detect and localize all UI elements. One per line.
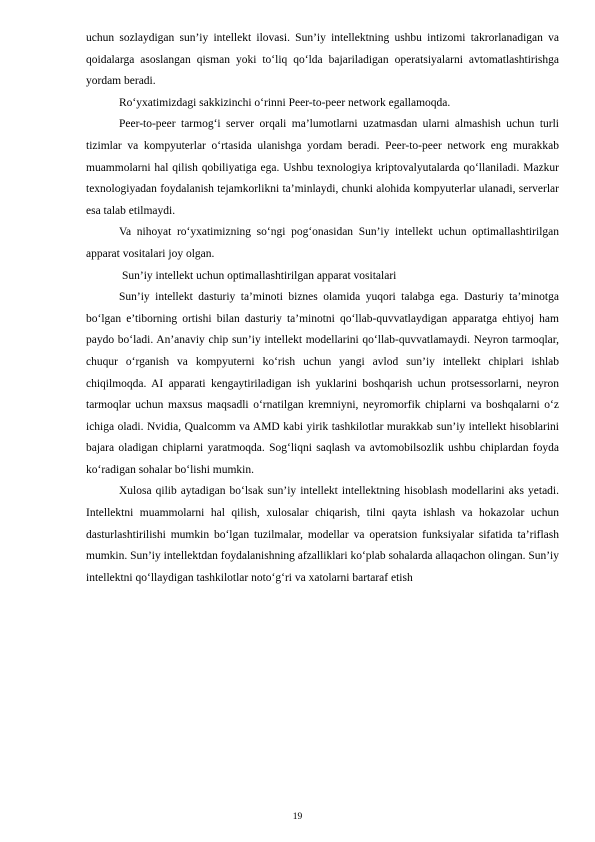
page-body bbox=[86, 28, 559, 589]
paragraph-eighth-place: Ro‘yxatimizdagi sakkizinchi o‘rinni Peer-to-peer network egallamoqda. bbox=[119, 96, 451, 109]
paragraph-last-place: Va nihoyat ro‘yxatimizning so‘ngi pog‘onasidan Sun’iy intellekt uchun optimallashtirilgan apparat vositalari joy olgan. bbox=[86, 226, 559, 260]
section-heading: Sun’iy intellekt uchun optimallashtirilgan apparat vositalari bbox=[122, 269, 397, 282]
page-number: 19 bbox=[292, 812, 303, 822]
paragraph-ai-hardware: Sun’iy intellekt dasturiy ta’minoti biznes olamida yuqori talabga ega. Dasturiy ta’minotga bo‘lgan e’tiborning ortishi bilan dasturiy ta’minotni qo‘llab-quvvatlaydigan apparatga ehtiyoj ham paydo bo‘ladi. An’anaviy chip sun’iy intellekt modellarini qo‘llab-quvvatlamaydi. Neyron tarmoqlar, chuqur o‘rganish va kompyuterni ko‘rish uchun yangi avlod sun’iy intellekt chiplari ishlab chiqilmoqda. AI apparati kengaytiriladigan ish yuklarini boshqarish uchun protsessorlarni, neyron tarmoqlar uchun maxsus maqsadli o‘rnatilgan kremniyni, neyromorfik chiplarni va boshqalarni o‘z ichiga oladi. Nvidia, Qualcomm va AMD kabi yirik tashkilotlar murakkab sun’iy intellekt hisoblarini bajara oladigan chiplarni yaratmoqda. Sog‘liqni saqlash va avtomobilsozlik ushbu chiplardan foyda ko‘radigan sohalar bo‘lishi mumkin. bbox=[86, 291, 559, 476]
paragraph-peer-to-peer: Peer-to-peer tarmog‘i server orqali ma’lumotlarni uzatmasdan ularni almashish uchun turli tizimlar va kompyuterlar o‘rtasida ulanishga yordam beradi. Peer-to-peer network eng murakkab muammolarni hal qilish qobiliyatiga ega. Ushbu texnologiya kriptovalyutalarda qo‘llaniladi. Mazkur texnologiyadan foydalanish tejamkorlikni ta’minlaydi, chunki alohida kompyuterlar ulanadi, serverlar esa talab etilmaydi. bbox=[86, 118, 559, 217]
paragraph-continuation: uchun sozlaydigan sun’iy intellekt ilovasi. Sun’iy intellektning ushbu intizomi takrorlanadigan va qoidalarga asoslangan qisman yoki to‘liq qo‘lda bajariladigan operatsiyalarni avtomatlashtirishga yordam beradi. bbox=[86, 32, 559, 88]
paragraph-conclusion: Xulosa qilib aytadigan bo‘lsak sun’iy intellekt intellektning hisoblash modellarini aks yetadi. Intellektni muammolarni hal qilish, xulosalar chiqarish, tilni qayta ishlash va hokazolar uchun dasturlashtirilishi mumkin bo‘lgan tuzilmalar, modellar va operatsion funksiyalar sifatida ta’riflash mumkin. Sun’iy intellektdan foydalanishning afzalliklari ko‘plab sohalarda allaqachon olingan. Sun’iy intellektni qo‘llaydigan tashkilotlar noto‘g‘ri va xatolarni bartaraf etish bbox=[86, 485, 559, 584]
